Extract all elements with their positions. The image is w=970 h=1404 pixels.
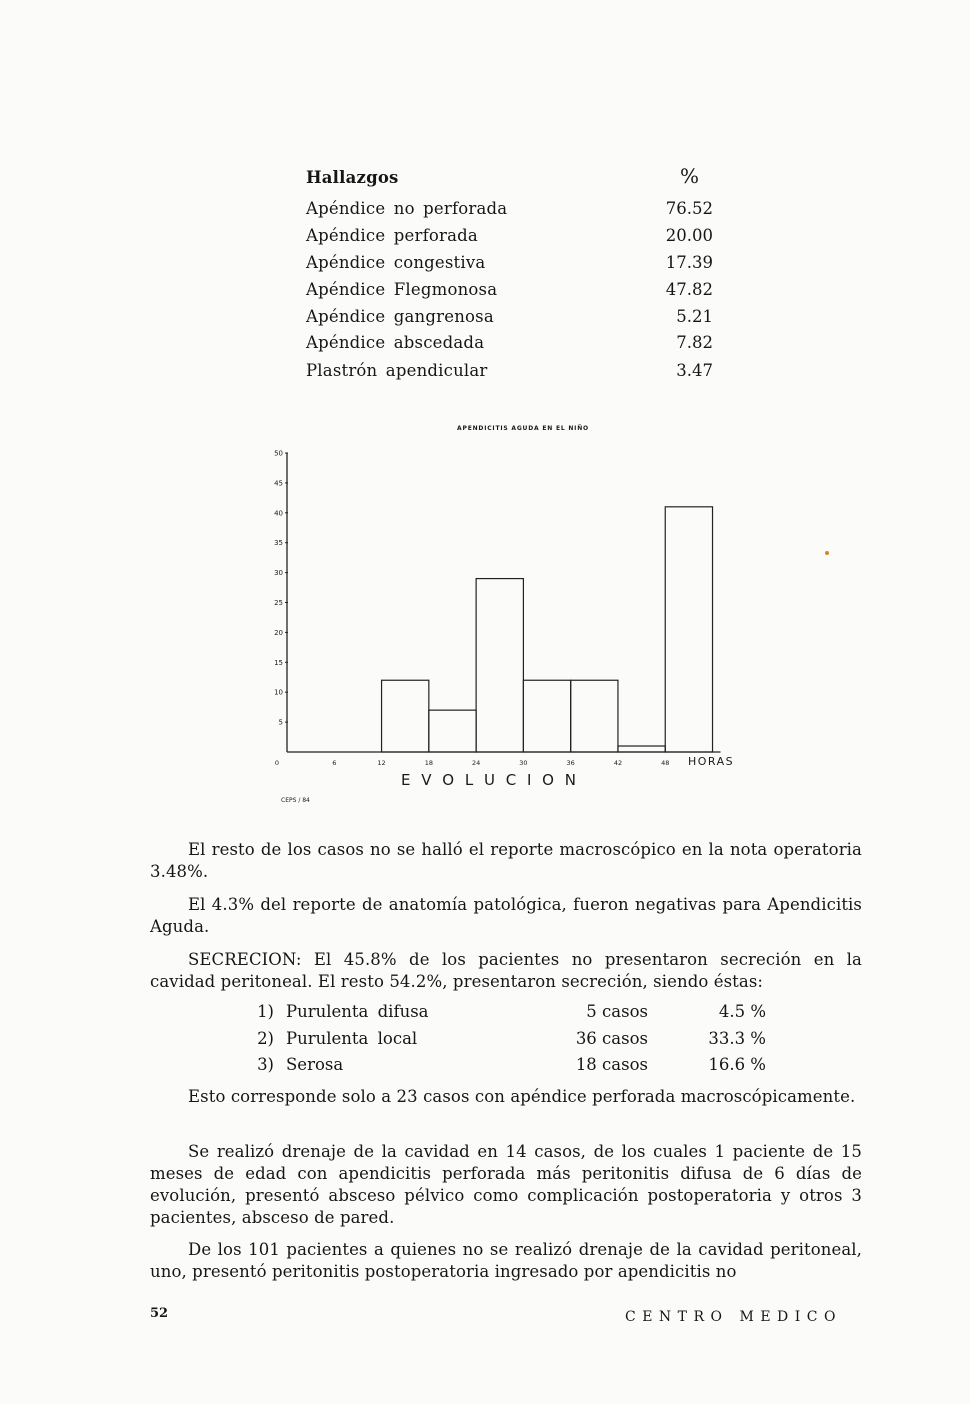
histogram-bar: [429, 710, 476, 752]
finding-label: Apéndice gangrenosa: [306, 307, 494, 326]
item-name: Purulenta difusa: [286, 1002, 429, 1021]
findings-row: [306, 307, 716, 331]
item-cases: 36 casos: [575, 1029, 648, 1048]
finding-value: 20.00: [665, 226, 713, 245]
y-tick-label: 30: [274, 569, 283, 578]
item-percent: 33.3 %: [708, 1029, 766, 1048]
y-tick-label: 25: [274, 599, 283, 607]
histogram-bar: [382, 680, 429, 752]
x-tick-label: 12: [377, 759, 386, 767]
x-tick-label: 42: [613, 759, 623, 767]
chart-credit: CEPS / 84: [281, 797, 310, 804]
x-tick-label: 24: [471, 759, 481, 767]
x-tick-label: 48: [661, 759, 670, 767]
findings-header-unit: %: [680, 164, 700, 188]
findings-row: [306, 226, 716, 250]
findings-header-row: [306, 164, 716, 192]
item-name: Purulenta local: [286, 1029, 418, 1048]
histogram-bar: [571, 680, 618, 752]
y-tick-label: 50: [274, 449, 283, 458]
item-cases: 5 casos: [586, 1002, 648, 1021]
paragraph-3: SECRECION: El 45.8% de los pacientes no presentaron secreción en la cavidad peritoneal. El resto 54.2%, presentaron secreción, siendo éstas:: [150, 950, 862, 991]
finding-label: Apéndice Flegmonosa: [306, 280, 498, 299]
paragraph-6: De los 101 pacientes a quienes no se realizó drenaje de la cavidad peritoneal, uno, presentó peritonitis postoperatoria ingresado por apendicitis no: [150, 1240, 862, 1281]
y-tick-label: 5: [278, 718, 283, 727]
finding-value: 5.21: [676, 307, 713, 326]
y-tick-label: 40: [274, 509, 283, 518]
x-tick-label: 30: [519, 759, 528, 767]
list-item: [250, 1029, 780, 1055]
x-tick-label: 0: [274, 759, 280, 767]
y-tick-label: 15: [274, 658, 283, 667]
list-item: [250, 1055, 780, 1081]
chart-x-ticks: [275, 759, 669, 767]
histogram-bar: [665, 507, 712, 752]
print-speck: [825, 551, 829, 555]
findings-row: [306, 199, 716, 223]
finding-label: Plastrón apendicular: [306, 361, 488, 380]
y-tick-label: 20: [274, 628, 283, 637]
chart-title: APENDICITIS AGUDA EN EL NIÑO: [457, 425, 589, 432]
finding-label: Apéndice abscedada: [306, 333, 485, 352]
y-tick-label: 45: [274, 479, 283, 488]
paragraph-5: Se realizó drenaje de la cavidad en 14 casos, de los cuales 1 paciente de 15 meses de edad con apendicitis perforada más peritonitis difusa de 6 días de evolución, presentó absceso pélvico como complicación postoperatoria y otros 3 pacientes, absceso de pared.: [150, 1142, 862, 1227]
finding-value: 3.47: [676, 361, 713, 380]
histogram-bar: [618, 746, 665, 752]
journal-title: CENTRO MEDICO: [625, 1309, 842, 1325]
finding-label: Apéndice no perforada: [306, 199, 508, 218]
item-name: Serosa: [286, 1055, 344, 1074]
finding-value: 7.82: [676, 333, 713, 352]
finding-value: 76.52: [665, 199, 713, 218]
histogram-bar: [523, 680, 570, 752]
finding-value: 17.39: [665, 253, 713, 272]
histogram-bar: [476, 579, 523, 752]
y-tick-label: 35: [274, 539, 283, 548]
item-cases: 18 casos: [575, 1055, 648, 1074]
finding-label: Apéndice congestiva: [306, 253, 486, 272]
x-tick-label: 6: [332, 759, 337, 767]
findings-row: [306, 253, 716, 277]
findings-row: [306, 333, 716, 357]
x-tick-label: 36: [566, 759, 575, 767]
item-percent: 4.5 %: [718, 1002, 766, 1021]
chart-bars: [382, 507, 713, 752]
finding-value: 47.82: [665, 280, 713, 299]
paragraph-4: Esto corresponde solo a 23 casos con apéndice perforada macroscópicamente.: [188, 1087, 856, 1106]
findings-row: [306, 361, 716, 385]
x-axis-label: E V O L U C I O N: [401, 771, 579, 789]
chart-y-ticks: [274, 450, 288, 727]
page-number: 52: [150, 1306, 169, 1321]
finding-label: Apéndice perforada: [306, 226, 478, 245]
item-number: 3): [257, 1055, 274, 1074]
chart-axes: [287, 453, 721, 752]
findings-header-label: Hallazgos: [306, 168, 399, 187]
paragraph-1: El resto de los casos no se halló el reporte macroscópico en la nota operatoria 3.48%.: [150, 840, 862, 881]
x-tick-label: 18: [424, 759, 433, 767]
item-number: 2): [257, 1029, 274, 1048]
list-item: [250, 1002, 780, 1028]
evolution-histogram: [255, 415, 765, 815]
x-unit-label: HORAS: [688, 755, 735, 768]
y-tick-label: 10: [274, 688, 283, 697]
item-number: 1): [257, 1002, 274, 1021]
findings-row: [306, 280, 716, 304]
paragraph-2: El 4.3% del reporte de anatomía patológica, fueron negativas para Apendicitis Aguda.: [150, 895, 862, 936]
item-percent: 16.6 %: [708, 1055, 766, 1074]
